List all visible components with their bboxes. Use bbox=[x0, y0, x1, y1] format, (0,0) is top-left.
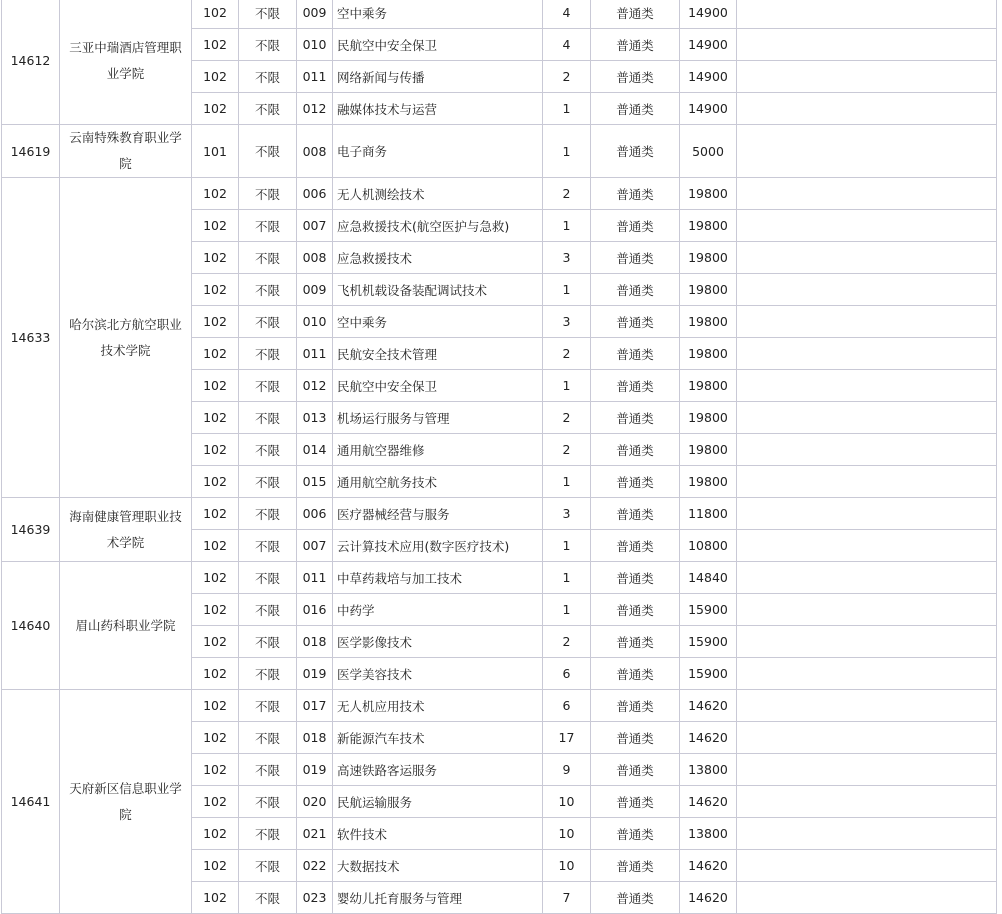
group-code-cell: 102 bbox=[192, 658, 239, 690]
subject-requirement-cell: 不限 bbox=[239, 242, 297, 274]
major-name-cell: 网络新闻与传播 bbox=[333, 61, 543, 93]
group-code-cell: 102 bbox=[192, 338, 239, 370]
group-code-cell: 102 bbox=[192, 29, 239, 61]
school-name-cell: 海南健康管理职业技术学院 bbox=[60, 498, 192, 562]
subject-requirement-cell: 不限 bbox=[239, 274, 297, 306]
major-name-cell: 民航空中安全保卫 bbox=[333, 29, 543, 61]
category-cell: 普通类 bbox=[591, 210, 680, 242]
plan-count-cell: 6 bbox=[543, 690, 591, 722]
remarks-cell bbox=[737, 754, 997, 786]
tuition-cell: 19800 bbox=[680, 210, 737, 242]
group-code-cell: 102 bbox=[192, 754, 239, 786]
remarks-cell bbox=[737, 882, 997, 914]
tuition-cell: 11800 bbox=[680, 498, 737, 530]
major-name-cell: 通用航空器维修 bbox=[333, 434, 543, 466]
remarks-cell bbox=[737, 498, 997, 530]
remarks-cell bbox=[737, 29, 997, 61]
plan-count-cell: 3 bbox=[543, 306, 591, 338]
subject-requirement-cell: 不限 bbox=[239, 498, 297, 530]
group-code-cell: 102 bbox=[192, 722, 239, 754]
group-code-cell: 102 bbox=[192, 274, 239, 306]
major-name-cell: 中药学 bbox=[333, 594, 543, 626]
major-name-cell: 医学影像技术 bbox=[333, 626, 543, 658]
tuition-cell: 14620 bbox=[680, 882, 737, 914]
tuition-cell: 14900 bbox=[680, 29, 737, 61]
major-name-cell: 婴幼儿托育服务与管理 bbox=[333, 882, 543, 914]
subject-requirement-cell: 不限 bbox=[239, 658, 297, 690]
subject-requirement-cell: 不限 bbox=[239, 786, 297, 818]
subject-requirement-cell: 不限 bbox=[239, 125, 297, 178]
category-cell: 普通类 bbox=[591, 178, 680, 210]
plan-count-cell: 2 bbox=[543, 402, 591, 434]
major-name-cell: 云计算技术应用(数字医疗技术) bbox=[333, 530, 543, 562]
major-code-cell: 022 bbox=[297, 850, 333, 882]
plan-count-cell: 3 bbox=[543, 498, 591, 530]
tuition-cell: 14620 bbox=[680, 850, 737, 882]
category-cell: 普通类 bbox=[591, 818, 680, 850]
plan-count-cell: 1 bbox=[543, 210, 591, 242]
tuition-cell: 19800 bbox=[680, 434, 737, 466]
category-cell: 普通类 bbox=[591, 370, 680, 402]
category-cell: 普通类 bbox=[591, 306, 680, 338]
plan-count-cell: 4 bbox=[543, 0, 591, 29]
category-cell: 普通类 bbox=[591, 850, 680, 882]
group-code-cell: 102 bbox=[192, 530, 239, 562]
subject-requirement-cell: 不限 bbox=[239, 0, 297, 29]
school-code-cell: 14612 bbox=[2, 0, 60, 125]
remarks-cell bbox=[737, 690, 997, 722]
category-cell: 普通类 bbox=[591, 786, 680, 818]
plan-count-cell: 2 bbox=[543, 434, 591, 466]
category-cell: 普通类 bbox=[591, 626, 680, 658]
group-code-cell: 102 bbox=[192, 626, 239, 658]
major-code-cell: 019 bbox=[297, 754, 333, 786]
major-code-cell: 015 bbox=[297, 466, 333, 498]
plan-count-cell: 6 bbox=[543, 658, 591, 690]
remarks-cell bbox=[737, 93, 997, 125]
category-cell: 普通类 bbox=[591, 690, 680, 722]
school-code-cell: 14633 bbox=[2, 178, 60, 498]
remarks-cell bbox=[737, 530, 997, 562]
plan-count-cell: 17 bbox=[543, 722, 591, 754]
category-cell: 普通类 bbox=[591, 0, 680, 29]
remarks-cell bbox=[737, 125, 997, 178]
table-row bbox=[2, 498, 997, 530]
major-code-cell: 011 bbox=[297, 61, 333, 93]
table-row bbox=[2, 125, 997, 178]
category-cell: 普通类 bbox=[591, 882, 680, 914]
subject-requirement-cell: 不限 bbox=[239, 818, 297, 850]
category-cell: 普通类 bbox=[591, 754, 680, 786]
major-name-cell: 高速铁路客运服务 bbox=[333, 754, 543, 786]
remarks-cell bbox=[737, 370, 997, 402]
remarks-cell bbox=[737, 562, 997, 594]
group-code-cell: 102 bbox=[192, 370, 239, 402]
major-name-cell: 融媒体技术与运营 bbox=[333, 93, 543, 125]
major-code-cell: 008 bbox=[297, 125, 333, 178]
subject-requirement-cell: 不限 bbox=[239, 306, 297, 338]
major-code-cell: 017 bbox=[297, 690, 333, 722]
tuition-cell: 15900 bbox=[680, 626, 737, 658]
plan-count-cell: 2 bbox=[543, 61, 591, 93]
remarks-cell bbox=[737, 274, 997, 306]
subject-requirement-cell: 不限 bbox=[239, 850, 297, 882]
category-cell: 普通类 bbox=[591, 658, 680, 690]
school-code-cell: 14639 bbox=[2, 498, 60, 562]
tuition-cell: 19800 bbox=[680, 370, 737, 402]
school-name-cell: 云南特殊教育职业学院 bbox=[60, 125, 192, 178]
major-name-cell: 机场运行服务与管理 bbox=[333, 402, 543, 434]
category-cell: 普通类 bbox=[591, 434, 680, 466]
plan-count-cell: 1 bbox=[543, 594, 591, 626]
school-name-cell: 哈尔滨北方航空职业技术学院 bbox=[60, 178, 192, 498]
group-code-cell: 102 bbox=[192, 178, 239, 210]
major-name-cell: 通用航空航务技术 bbox=[333, 466, 543, 498]
plan-count-cell: 1 bbox=[543, 370, 591, 402]
category-cell: 普通类 bbox=[591, 466, 680, 498]
remarks-cell bbox=[737, 178, 997, 210]
major-name-cell: 无人机测绘技术 bbox=[333, 178, 543, 210]
major-code-cell: 014 bbox=[297, 434, 333, 466]
remarks-cell bbox=[737, 338, 997, 370]
category-cell: 普通类 bbox=[591, 29, 680, 61]
subject-requirement-cell: 不限 bbox=[239, 402, 297, 434]
subject-requirement-cell: 不限 bbox=[239, 434, 297, 466]
major-code-cell: 011 bbox=[297, 338, 333, 370]
category-cell: 普通类 bbox=[591, 242, 680, 274]
tuition-cell: 19800 bbox=[680, 242, 737, 274]
remarks-cell bbox=[737, 818, 997, 850]
plan-count-cell: 10 bbox=[543, 850, 591, 882]
major-name-cell: 应急救援技术 bbox=[333, 242, 543, 274]
group-code-cell: 102 bbox=[192, 210, 239, 242]
group-code-cell: 102 bbox=[192, 402, 239, 434]
table-row bbox=[2, 178, 997, 210]
school-name-cell: 三亚中瑞酒店管理职业学院 bbox=[60, 0, 192, 125]
group-code-cell: 102 bbox=[192, 498, 239, 530]
major-name-cell: 中草药栽培与加工技术 bbox=[333, 562, 543, 594]
major-code-cell: 018 bbox=[297, 722, 333, 754]
major-code-cell: 013 bbox=[297, 402, 333, 434]
major-name-cell: 民航运输服务 bbox=[333, 786, 543, 818]
group-code-cell: 102 bbox=[192, 850, 239, 882]
group-code-cell: 102 bbox=[192, 93, 239, 125]
table-row bbox=[2, 690, 997, 722]
remarks-cell bbox=[737, 210, 997, 242]
remarks-cell bbox=[737, 722, 997, 754]
subject-requirement-cell: 不限 bbox=[239, 210, 297, 242]
major-code-cell: 023 bbox=[297, 882, 333, 914]
group-code-cell: 102 bbox=[192, 882, 239, 914]
remarks-cell bbox=[737, 402, 997, 434]
major-code-cell: 006 bbox=[297, 178, 333, 210]
plan-count-cell: 10 bbox=[543, 786, 591, 818]
tuition-cell: 19800 bbox=[680, 402, 737, 434]
subject-requirement-cell: 不限 bbox=[239, 530, 297, 562]
plan-count-cell: 2 bbox=[543, 338, 591, 370]
category-cell: 普通类 bbox=[591, 722, 680, 754]
subject-requirement-cell: 不限 bbox=[239, 562, 297, 594]
subject-requirement-cell: 不限 bbox=[239, 178, 297, 210]
major-code-cell: 018 bbox=[297, 626, 333, 658]
table-body bbox=[2, 0, 997, 914]
remarks-cell bbox=[737, 594, 997, 626]
subject-requirement-cell: 不限 bbox=[239, 370, 297, 402]
subject-requirement-cell: 不限 bbox=[239, 754, 297, 786]
group-code-cell: 102 bbox=[192, 242, 239, 274]
tuition-cell: 14900 bbox=[680, 0, 737, 29]
plan-count-cell: 2 bbox=[543, 178, 591, 210]
major-code-cell: 007 bbox=[297, 530, 333, 562]
group-code-cell: 102 bbox=[192, 0, 239, 29]
remarks-cell bbox=[737, 0, 997, 29]
tuition-cell: 14900 bbox=[680, 61, 737, 93]
remarks-cell bbox=[737, 658, 997, 690]
remarks-cell bbox=[737, 242, 997, 274]
remarks-cell bbox=[737, 434, 997, 466]
plan-count-cell: 4 bbox=[543, 29, 591, 61]
subject-requirement-cell: 不限 bbox=[239, 690, 297, 722]
major-code-cell: 009 bbox=[297, 0, 333, 29]
category-cell: 普通类 bbox=[591, 61, 680, 93]
group-code-cell: 102 bbox=[192, 562, 239, 594]
group-code-cell: 102 bbox=[192, 818, 239, 850]
tuition-cell: 10800 bbox=[680, 530, 737, 562]
group-code-cell: 102 bbox=[192, 690, 239, 722]
tuition-cell: 14900 bbox=[680, 93, 737, 125]
tuition-cell: 19800 bbox=[680, 178, 737, 210]
category-cell: 普通类 bbox=[591, 274, 680, 306]
group-code-cell: 102 bbox=[192, 61, 239, 93]
subject-requirement-cell: 不限 bbox=[239, 882, 297, 914]
remarks-cell bbox=[737, 786, 997, 818]
school-code-cell: 14640 bbox=[2, 562, 60, 690]
major-code-cell: 010 bbox=[297, 29, 333, 61]
table-row bbox=[2, 562, 997, 594]
admissions-table bbox=[1, 0, 997, 914]
major-name-cell: 电子商务 bbox=[333, 125, 543, 178]
major-code-cell: 011 bbox=[297, 562, 333, 594]
major-name-cell: 医学美容技术 bbox=[333, 658, 543, 690]
school-code-cell: 14641 bbox=[2, 690, 60, 914]
tuition-cell: 19800 bbox=[680, 466, 737, 498]
major-name-cell: 飞机机载设备装配调试技术 bbox=[333, 274, 543, 306]
tuition-cell: 5000 bbox=[680, 125, 737, 178]
major-code-cell: 019 bbox=[297, 658, 333, 690]
major-code-cell: 010 bbox=[297, 306, 333, 338]
tuition-cell: 19800 bbox=[680, 274, 737, 306]
major-code-cell: 008 bbox=[297, 242, 333, 274]
group-code-cell: 102 bbox=[192, 306, 239, 338]
group-code-cell: 101 bbox=[192, 125, 239, 178]
major-code-cell: 016 bbox=[297, 594, 333, 626]
group-code-cell: 102 bbox=[192, 594, 239, 626]
remarks-cell bbox=[737, 61, 997, 93]
major-name-cell: 无人机应用技术 bbox=[333, 690, 543, 722]
group-code-cell: 102 bbox=[192, 786, 239, 818]
remarks-cell bbox=[737, 850, 997, 882]
tuition-cell: 19800 bbox=[680, 306, 737, 338]
major-name-cell: 空中乘务 bbox=[333, 306, 543, 338]
plan-count-cell: 10 bbox=[543, 818, 591, 850]
category-cell: 普通类 bbox=[591, 338, 680, 370]
remarks-cell bbox=[737, 626, 997, 658]
tuition-cell: 14620 bbox=[680, 722, 737, 754]
major-name-cell: 大数据技术 bbox=[333, 850, 543, 882]
tuition-cell: 13800 bbox=[680, 754, 737, 786]
plan-count-cell: 1 bbox=[543, 274, 591, 306]
major-code-cell: 012 bbox=[297, 93, 333, 125]
plan-count-cell: 7 bbox=[543, 882, 591, 914]
major-name-cell: 民航安全技术管理 bbox=[333, 338, 543, 370]
major-code-cell: 006 bbox=[297, 498, 333, 530]
subject-requirement-cell: 不限 bbox=[239, 61, 297, 93]
category-cell: 普通类 bbox=[591, 402, 680, 434]
subject-requirement-cell: 不限 bbox=[239, 722, 297, 754]
major-name-cell: 新能源汽车技术 bbox=[333, 722, 543, 754]
subject-requirement-cell: 不限 bbox=[239, 626, 297, 658]
group-code-cell: 102 bbox=[192, 434, 239, 466]
subject-requirement-cell: 不限 bbox=[239, 466, 297, 498]
plan-count-cell: 1 bbox=[543, 530, 591, 562]
major-name-cell: 医疗器械经营与服务 bbox=[333, 498, 543, 530]
school-code-cell: 14619 bbox=[2, 125, 60, 178]
tuition-cell: 13800 bbox=[680, 818, 737, 850]
category-cell: 普通类 bbox=[591, 93, 680, 125]
major-code-cell: 009 bbox=[297, 274, 333, 306]
subject-requirement-cell: 不限 bbox=[239, 29, 297, 61]
subject-requirement-cell: 不限 bbox=[239, 93, 297, 125]
category-cell: 普通类 bbox=[591, 594, 680, 626]
school-name-cell: 天府新区信息职业学院 bbox=[60, 690, 192, 914]
plan-count-cell: 1 bbox=[543, 125, 591, 178]
tuition-cell: 14840 bbox=[680, 562, 737, 594]
tuition-cell: 19800 bbox=[680, 338, 737, 370]
school-name-cell: 眉山药科职业学院 bbox=[60, 562, 192, 690]
subject-requirement-cell: 不限 bbox=[239, 594, 297, 626]
major-code-cell: 020 bbox=[297, 786, 333, 818]
category-cell: 普通类 bbox=[591, 530, 680, 562]
plan-count-cell: 3 bbox=[543, 242, 591, 274]
plan-count-cell: 9 bbox=[543, 754, 591, 786]
category-cell: 普通类 bbox=[591, 125, 680, 178]
subject-requirement-cell: 不限 bbox=[239, 338, 297, 370]
plan-count-cell: 2 bbox=[543, 626, 591, 658]
major-name-cell: 软件技术 bbox=[333, 818, 543, 850]
plan-count-cell: 1 bbox=[543, 562, 591, 594]
major-name-cell: 应急救援技术(航空医护与急救) bbox=[333, 210, 543, 242]
major-code-cell: 021 bbox=[297, 818, 333, 850]
major-name-cell: 民航空中安全保卫 bbox=[333, 370, 543, 402]
major-name-cell: 空中乘务 bbox=[333, 0, 543, 29]
tuition-cell: 14620 bbox=[680, 690, 737, 722]
group-code-cell: 102 bbox=[192, 466, 239, 498]
tuition-cell: 15900 bbox=[680, 658, 737, 690]
table-row bbox=[2, 0, 997, 29]
category-cell: 普通类 bbox=[591, 562, 680, 594]
major-code-cell: 012 bbox=[297, 370, 333, 402]
major-code-cell: 007 bbox=[297, 210, 333, 242]
plan-count-cell: 1 bbox=[543, 93, 591, 125]
remarks-cell bbox=[737, 466, 997, 498]
remarks-cell bbox=[737, 306, 997, 338]
tuition-cell: 15900 bbox=[680, 594, 737, 626]
category-cell: 普通类 bbox=[591, 498, 680, 530]
plan-count-cell: 1 bbox=[543, 466, 591, 498]
tuition-cell: 14620 bbox=[680, 786, 737, 818]
